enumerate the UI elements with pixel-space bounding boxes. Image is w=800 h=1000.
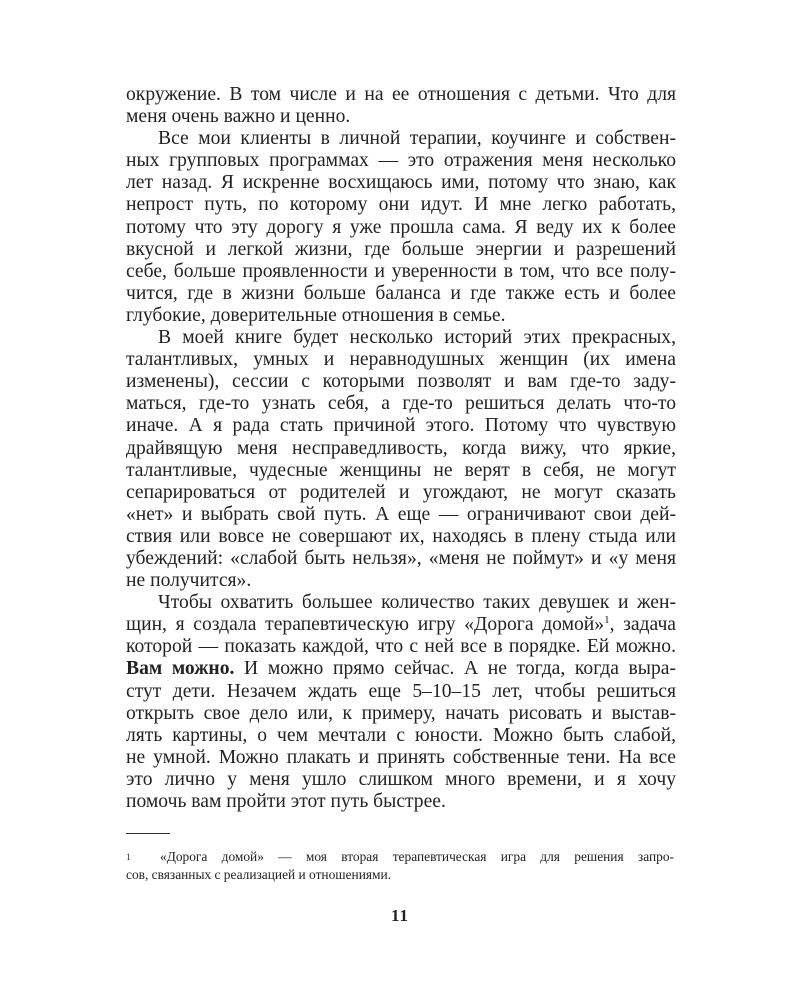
text-line: помочь вам пройти этот путь быстрее. <box>126 791 446 812</box>
body-text <box>126 84 676 813</box>
text-line: чится, где в жизни больше баланса и где также есть и более <box>126 282 676 304</box>
text-line: «нет» и выбрать свой путь. А еще — ограничивают свои дей- <box>126 503 676 525</box>
text-line: убеждений: «слабой быть нельзя», «меня не поймут» и «у меня <box>126 547 676 569</box>
page-number: 11 <box>390 906 410 925</box>
text-line: драйвящую меня несправедливость, когда вижу, что яркие, <box>126 437 676 459</box>
text-line: маться, где-то узнать себя, а где-то решиться делать что-то <box>126 393 676 415</box>
text-line: лять картины, о чем мечтали с юности. Можно быть слабой, <box>126 724 676 746</box>
text-line: сепарироваться от родителей и угождают, не могут сказать <box>126 481 676 503</box>
text-line-with-footnote: щин, я создала терапевтическую игру «Дорога домой»$^1$, задача <box>126 614 676 636</box>
footnote-divider <box>126 833 170 834</box>
footnote-marker: 1 <box>604 614 610 627</box>
text-line: окружение. В том числе и на ее отношения с детьми. Что для <box>126 84 676 105</box>
text-line: не умной. Можно плакать и принять собственные тени. На все <box>126 746 676 768</box>
text-line: себе, больше проявленности и уверенности в том, что все полу- <box>126 260 676 282</box>
text-line: ных групповых программах — это отражения меня несколько <box>126 150 676 172</box>
text-line: глубокие, доверительные отношения в семье. <box>126 304 506 326</box>
bold-phrase: Вам можно. <box>126 658 235 680</box>
text-line: Все мои клиенты в личной терапии, коучинге и собствен- <box>158 128 676 150</box>
text-line: талантливых, умных и неравнодушных женщин (их имена <box>126 349 676 371</box>
text-line: Чтобы охватить большее количество таких девушек и жен- <box>158 592 676 614</box>
text-fragment: И можно прямо сейчас. А не тогда, когда выра- <box>244 658 676 680</box>
text-line: лет назад. Я искренне восхищаюсь ими, потому что знаю, как <box>126 172 676 194</box>
text-line: ствия или вовсе не совершают их, находясь в плену стыда или <box>126 525 676 547</box>
text-line: меня очень важно и ценно. <box>126 106 351 128</box>
text-line-with-bold <box>126 658 676 680</box>
text-fragment: щин, я создала терапевтическую игру «Дорога домой» <box>126 614 605 636</box>
text-line: это лично у меня ушло слишком много времени, и я хочу <box>126 768 676 790</box>
footnote <box>126 848 674 884</box>
text-line: не получится». <box>126 570 252 592</box>
text-line: изменены), сессии с которыми позволят и вам где-то заду- <box>126 371 676 393</box>
text-line: которой — показать каждой, что с ней все в порядке. Ей можно. <box>126 636 676 658</box>
text-line: открыть свое дело или, к примеру, начать рисовать и выстав- <box>126 702 676 724</box>
text-line: потому что эту дорогу я уже прошла сама. Я веду их к более <box>126 216 676 238</box>
text-line: иначе. А я рада стать причиной этого. Потому что чувствую <box>126 415 676 437</box>
footnote-line: сов, связанных с реализацией и отношениями. <box>126 867 392 882</box>
text-fragment: задача <box>623 614 676 636</box>
text-line: стут дети. Незачем ждать еще 5–10–15 лет, чтобы решиться <box>126 680 676 702</box>
footnote-number: 1 <box>126 852 131 862</box>
text-line: талантливые, чудесные женщины не верят в себя, не могут <box>126 459 676 481</box>
text-line: непрост путь, по которому они идут. И мне легко работать, <box>126 194 676 216</box>
text-line: вкусной и легкой жизни, где больше энергии и разрешений <box>126 238 676 260</box>
footnote-line: «Дорога домой» — моя вторая терапевтическая игра для решения запро- <box>160 849 674 864</box>
text-line: В моей книге будет несколько историй этих прекрасных, <box>158 327 676 349</box>
